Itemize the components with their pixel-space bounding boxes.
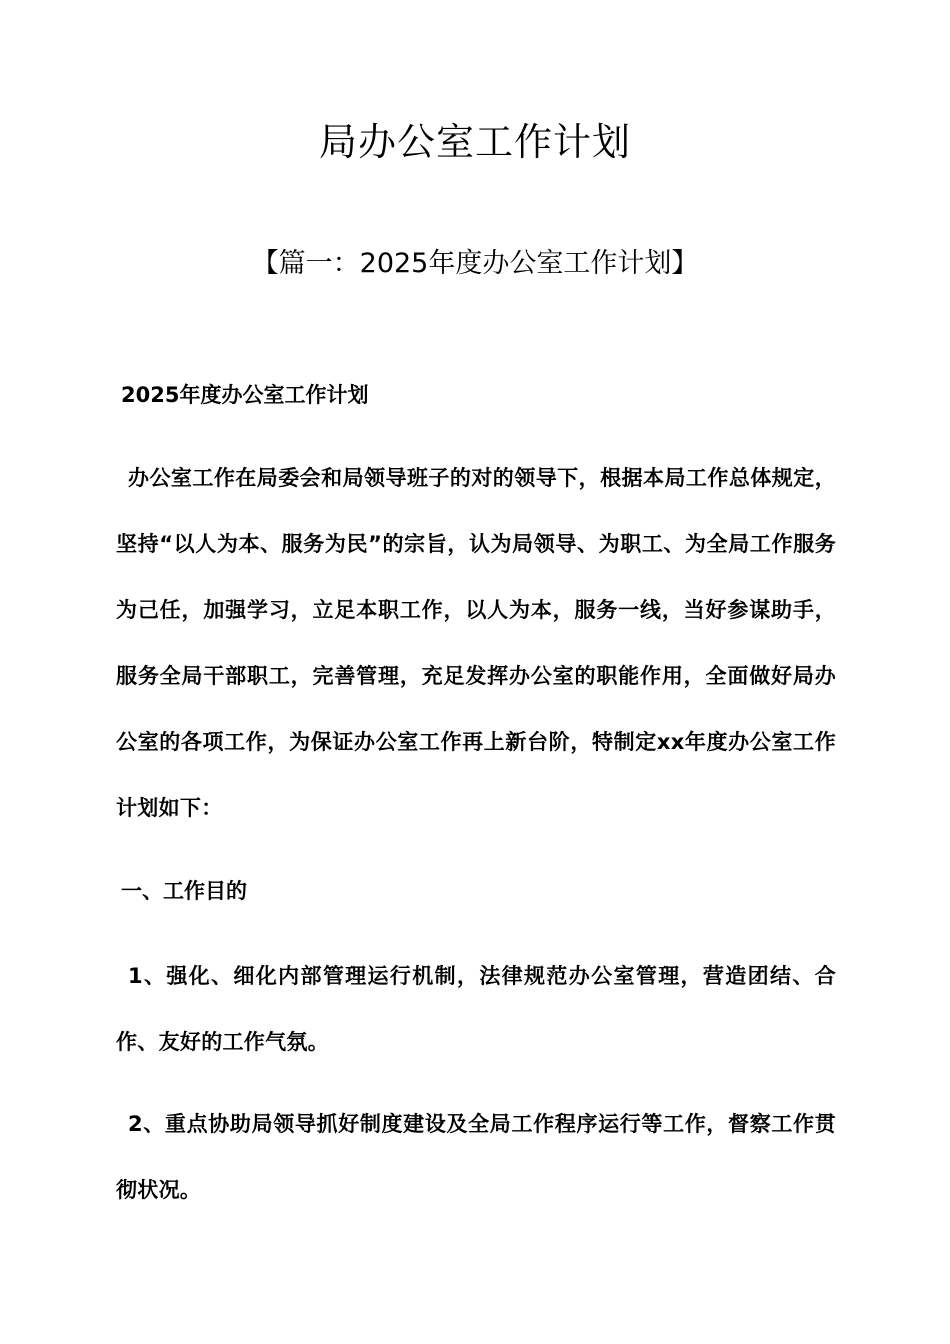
document-title: 局办公室工作计划 (318, 120, 631, 164)
list-item: 2、重点协助局领导抓好制度建设及全局工作程序运行等工作，督察工作贯彻状况。 (116, 1112, 836, 1202)
section-one-heading: 一、工作目的 (121, 879, 247, 903)
document-subtitle: 【篇一：2025年度办公室工作计划】 (251, 248, 699, 279)
intro-heading: 2025年度办公室工作计划 (121, 383, 369, 407)
list-item: 1、强化、细化内部管理运行机制，法律规范办公室管理，营造团结、合作、友好的工作气氛。 (116, 964, 836, 1054)
intro-paragraph: 办公室工作在局委会和局领导班子的对的领导下，根据本局工作总体规定，坚持“以人为本、服务为民”的宗旨，认为局领导、为职工、为全局工作服务为己任，加强学习，立足本职工作，以人为本，服务一线，当好参谋助手，服务全局干部职工，完善管理，充足发挥办公室的职能作用，全面做好局办公室的各项工作，为保证办公室工作再上新台阶，特制定xx年度办公室工作计划如下： (116, 466, 836, 820)
